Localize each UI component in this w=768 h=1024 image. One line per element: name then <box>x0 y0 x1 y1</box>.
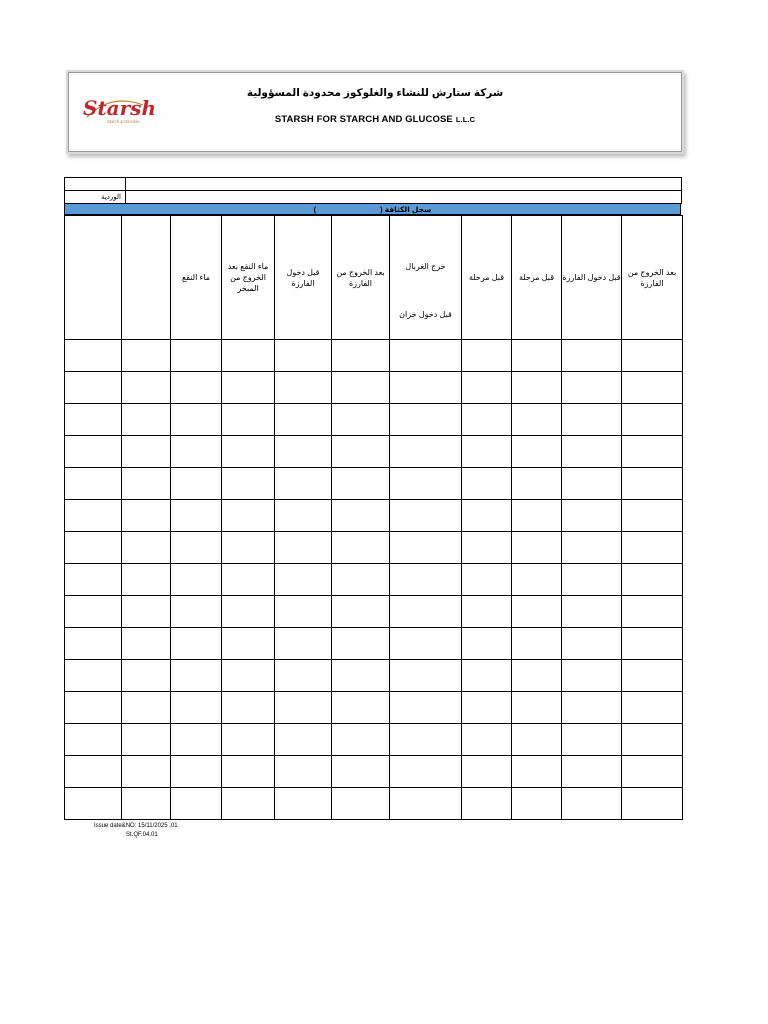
entry-cell[interactable] <box>332 372 390 404</box>
issue-date: Issue date&NO: 15/11/2025 ,01 <box>94 823 178 829</box>
entry-cell[interactable] <box>562 724 622 756</box>
entry-cell[interactable] <box>622 404 683 436</box>
entry-cell[interactable] <box>512 660 562 692</box>
table-row <box>65 372 683 404</box>
entry-cell[interactable] <box>332 756 390 788</box>
column-header-2: قبل دخول الفارزة <box>562 216 622 340</box>
entry-cell[interactable] <box>390 564 462 596</box>
entry-cell[interactable] <box>512 468 562 500</box>
entry-cell[interactable] <box>275 372 332 404</box>
entry-cell[interactable] <box>122 788 171 820</box>
table-row <box>65 596 683 628</box>
entry-cell[interactable] <box>562 532 622 564</box>
entry-cell[interactable] <box>562 340 622 372</box>
column-header-5-bottom: قبل دخول خزان <box>399 310 452 319</box>
entry-cell[interactable] <box>512 724 562 756</box>
entry-cell[interactable] <box>222 628 275 660</box>
entry-cell[interactable] <box>65 404 122 436</box>
entry-cell[interactable] <box>462 596 512 628</box>
entry-cell[interactable] <box>122 660 171 692</box>
entry-cell[interactable] <box>171 372 222 404</box>
entry-cell[interactable] <box>390 468 462 500</box>
entry-cell[interactable] <box>562 788 622 820</box>
column-header-6: بعد الخروج من الفارزة <box>332 216 390 340</box>
entry-cell[interactable] <box>222 756 275 788</box>
entry-cell[interactable] <box>122 468 171 500</box>
entry-cell[interactable] <box>171 596 222 628</box>
entry-cell[interactable] <box>65 628 122 660</box>
entry-cell[interactable] <box>390 404 462 436</box>
entry-cell[interactable] <box>512 756 562 788</box>
entry-cell[interactable] <box>622 468 683 500</box>
column-header-5-top: خرج الغربال <box>405 262 446 271</box>
entry-cell[interactable] <box>222 724 275 756</box>
entry-cell[interactable] <box>332 628 390 660</box>
entry-cell[interactable] <box>275 788 332 820</box>
entry-cell[interactable] <box>622 628 683 660</box>
column-header-4: قبل مرحلة <box>462 216 512 340</box>
entry-cell[interactable] <box>222 692 275 724</box>
entry-cell[interactable] <box>122 628 171 660</box>
entry-cell[interactable] <box>332 340 390 372</box>
entry-cell[interactable] <box>275 660 332 692</box>
entry-cell[interactable] <box>512 628 562 660</box>
meta-row-shift <box>65 191 682 204</box>
table-row <box>65 788 683 820</box>
entry-cell[interactable] <box>275 500 332 532</box>
entry-cell[interactable] <box>622 564 683 596</box>
entry-cell[interactable] <box>332 692 390 724</box>
entry-cell[interactable] <box>462 532 512 564</box>
entry-cell[interactable] <box>562 404 622 436</box>
entry-cell[interactable] <box>332 788 390 820</box>
entry-cell[interactable] <box>275 532 332 564</box>
entry-cell[interactable] <box>622 756 683 788</box>
entry-cell[interactable] <box>512 564 562 596</box>
entry-cell[interactable] <box>122 500 171 532</box>
shift-value[interactable] <box>126 191 682 204</box>
entry-cell[interactable] <box>275 436 332 468</box>
entry-cell[interactable] <box>332 596 390 628</box>
entry-cell[interactable] <box>122 372 171 404</box>
entry-cell[interactable] <box>171 500 222 532</box>
logo-tagline: Starch & Glucose <box>107 119 140 124</box>
company-name-english <box>69 114 681 125</box>
entry-cell[interactable] <box>562 692 622 724</box>
entry-cell[interactable] <box>562 628 622 660</box>
entry-cell[interactable] <box>171 436 222 468</box>
entry-cell[interactable] <box>390 724 462 756</box>
meta-row-1 <box>65 178 682 191</box>
meta-row-1-label-cell <box>65 178 126 191</box>
table-row <box>65 692 683 724</box>
entry-cell[interactable] <box>332 532 390 564</box>
column-header-8: ماء النقع بعد الخروج من المبخر <box>222 216 275 340</box>
entry-cell[interactable] <box>222 500 275 532</box>
entry-cell[interactable] <box>562 436 622 468</box>
entry-cell[interactable] <box>562 468 622 500</box>
entry-cell[interactable] <box>122 724 171 756</box>
entry-cell[interactable] <box>171 404 222 436</box>
entry-cell[interactable] <box>65 372 122 404</box>
entry-cell[interactable] <box>65 660 122 692</box>
entry-cell[interactable] <box>512 596 562 628</box>
entry-cell[interactable] <box>390 628 462 660</box>
entry-cell[interactable] <box>512 340 562 372</box>
entry-cell[interactable] <box>390 660 462 692</box>
entry-cell[interactable] <box>462 468 512 500</box>
entry-cell[interactable] <box>222 660 275 692</box>
form-meta-table <box>64 177 682 204</box>
entry-cell[interactable] <box>512 532 562 564</box>
register-title-banner <box>64 203 681 215</box>
table-row <box>65 564 683 596</box>
entry-cell[interactable] <box>222 532 275 564</box>
entry-cell[interactable] <box>462 500 512 532</box>
entry-cell[interactable] <box>122 340 171 372</box>
entry-cell[interactable] <box>122 564 171 596</box>
entry-cell[interactable] <box>275 724 332 756</box>
entry-cell[interactable] <box>512 692 562 724</box>
entry-cell[interactable] <box>622 436 683 468</box>
column-header-row <box>65 216 683 340</box>
entry-cell[interactable] <box>171 628 222 660</box>
entry-cell[interactable] <box>275 404 332 436</box>
entry-cell[interactable] <box>171 340 222 372</box>
entry-cell[interactable] <box>562 372 622 404</box>
entry-cell[interactable] <box>390 340 462 372</box>
table-row <box>65 756 683 788</box>
entry-cell[interactable] <box>462 404 512 436</box>
entry-cell[interactable] <box>462 660 512 692</box>
entry-cell[interactable] <box>275 628 332 660</box>
entry-cell[interactable] <box>122 532 171 564</box>
entry-cell[interactable] <box>462 692 512 724</box>
entry-cell[interactable] <box>122 404 171 436</box>
entry-cell[interactable] <box>332 468 390 500</box>
column-header-3: قبل مرحلة <box>512 216 562 340</box>
entry-cell[interactable] <box>275 340 332 372</box>
form-code: St.QF.04.01 <box>126 832 158 838</box>
table-row <box>65 340 683 372</box>
entry-cell[interactable] <box>462 436 512 468</box>
entry-cell[interactable] <box>332 436 390 468</box>
entry-cell[interactable] <box>122 596 171 628</box>
column-header-7: قبل دخول الفارزة <box>275 216 332 340</box>
entry-cell[interactable] <box>171 788 222 820</box>
density-log-table <box>64 215 683 820</box>
entry-cell[interactable] <box>462 724 512 756</box>
entry-cell[interactable] <box>65 788 122 820</box>
entry-cell[interactable] <box>622 532 683 564</box>
entry-cell[interactable] <box>512 372 562 404</box>
entry-cell[interactable] <box>171 756 222 788</box>
density-log-body <box>65 340 683 820</box>
entry-cell[interactable] <box>65 436 122 468</box>
logo-wordmark: Starsh <box>83 96 156 120</box>
entry-cell[interactable] <box>390 500 462 532</box>
entry-cell[interactable] <box>622 372 683 404</box>
entry-cell[interactable] <box>622 724 683 756</box>
entry-cell[interactable] <box>390 692 462 724</box>
table-row <box>65 532 683 564</box>
table-row <box>65 436 683 468</box>
entry-cell[interactable] <box>275 596 332 628</box>
entry-cell[interactable] <box>622 596 683 628</box>
entry-cell[interactable] <box>390 756 462 788</box>
entry-cell[interactable] <box>222 788 275 820</box>
entry-cell[interactable] <box>222 372 275 404</box>
column-header-1: بعد الخروج من الفارزة <box>622 216 683 340</box>
register-title: سجل الكثافة <box>384 205 432 214</box>
entry-cell[interactable] <box>332 724 390 756</box>
table-row <box>65 468 683 500</box>
entry-cell[interactable] <box>65 532 122 564</box>
entry-cell[interactable] <box>65 756 122 788</box>
shift-label: الوردية <box>65 191 126 204</box>
table-row <box>65 628 683 660</box>
table-row <box>65 724 683 756</box>
entry-cell[interactable] <box>171 660 222 692</box>
entry-cell[interactable] <box>562 500 622 532</box>
entry-cell[interactable] <box>462 564 512 596</box>
entry-cell[interactable] <box>390 372 462 404</box>
entry-cell[interactable] <box>562 756 622 788</box>
entry-cell[interactable] <box>462 756 512 788</box>
entry-cell[interactable] <box>622 660 683 692</box>
entry-cell[interactable] <box>65 724 122 756</box>
table-row <box>65 660 683 692</box>
entry-cell[interactable] <box>275 564 332 596</box>
entry-cell[interactable] <box>222 404 275 436</box>
entry-cell[interactable] <box>222 564 275 596</box>
entry-cell[interactable] <box>171 532 222 564</box>
table-row <box>65 404 683 436</box>
company-suffix: L.L.C <box>455 115 476 124</box>
entry-cell[interactable] <box>462 628 512 660</box>
entry-cell[interactable] <box>65 564 122 596</box>
entry-cell[interactable] <box>222 340 275 372</box>
paren-open: ( <box>380 205 383 214</box>
entry-cell[interactable] <box>171 564 222 596</box>
entry-cell[interactable] <box>122 756 171 788</box>
entry-cell[interactable] <box>562 660 622 692</box>
entry-cell[interactable] <box>512 500 562 532</box>
entry-cell[interactable] <box>65 692 122 724</box>
table-row <box>65 500 683 532</box>
entry-cell[interactable] <box>275 468 332 500</box>
column-header-5 <box>390 216 462 340</box>
entry-cell[interactable] <box>462 788 512 820</box>
entry-cell[interactable] <box>562 596 622 628</box>
entry-cell[interactable] <box>332 500 390 532</box>
entry-cell[interactable] <box>390 532 462 564</box>
entry-cell[interactable] <box>512 404 562 436</box>
entry-cell[interactable] <box>222 596 275 628</box>
entry-cell[interactable] <box>122 436 171 468</box>
entry-cell[interactable] <box>171 724 222 756</box>
entry-cell[interactable] <box>122 692 171 724</box>
entry-cell[interactable] <box>390 788 462 820</box>
entry-cell[interactable] <box>462 372 512 404</box>
entry-cell[interactable] <box>622 692 683 724</box>
entry-cell[interactable] <box>171 692 222 724</box>
company-name-arabic: شركة ستارش للنشاء والغلوكوز محدودة المسؤولية <box>246 87 504 99</box>
entry-cell[interactable] <box>622 340 683 372</box>
entry-cell[interactable] <box>171 468 222 500</box>
entry-cell[interactable] <box>222 468 275 500</box>
paren-close: ) <box>313 205 317 214</box>
entry-cell[interactable] <box>275 692 332 724</box>
meta-row-1-value[interactable] <box>126 178 682 191</box>
entry-cell[interactable] <box>512 436 562 468</box>
entry-cell[interactable] <box>390 596 462 628</box>
entry-cell[interactable] <box>332 660 390 692</box>
column-header-10 <box>122 216 171 340</box>
company-name-english-main: STARSH FOR STARCH AND GLUCOSE <box>274 114 453 125</box>
entry-cell[interactable] <box>65 340 122 372</box>
entry-cell[interactable] <box>562 564 622 596</box>
entry-cell[interactable] <box>222 436 275 468</box>
entry-cell[interactable] <box>332 564 390 596</box>
entry-cell[interactable] <box>65 500 122 532</box>
entry-cell[interactable] <box>622 500 683 532</box>
column-header-11 <box>65 216 122 340</box>
entry-cell[interactable] <box>622 788 683 820</box>
document-header <box>68 72 682 152</box>
entry-cell[interactable] <box>65 596 122 628</box>
entry-cell[interactable] <box>462 340 512 372</box>
entry-cell[interactable] <box>65 468 122 500</box>
entry-cell[interactable] <box>275 756 332 788</box>
entry-cell[interactable] <box>512 788 562 820</box>
document-footer <box>94 822 178 840</box>
column-header-9: ماء النقع <box>171 216 222 340</box>
entry-cell[interactable] <box>332 404 390 436</box>
entry-cell[interactable] <box>390 436 462 468</box>
